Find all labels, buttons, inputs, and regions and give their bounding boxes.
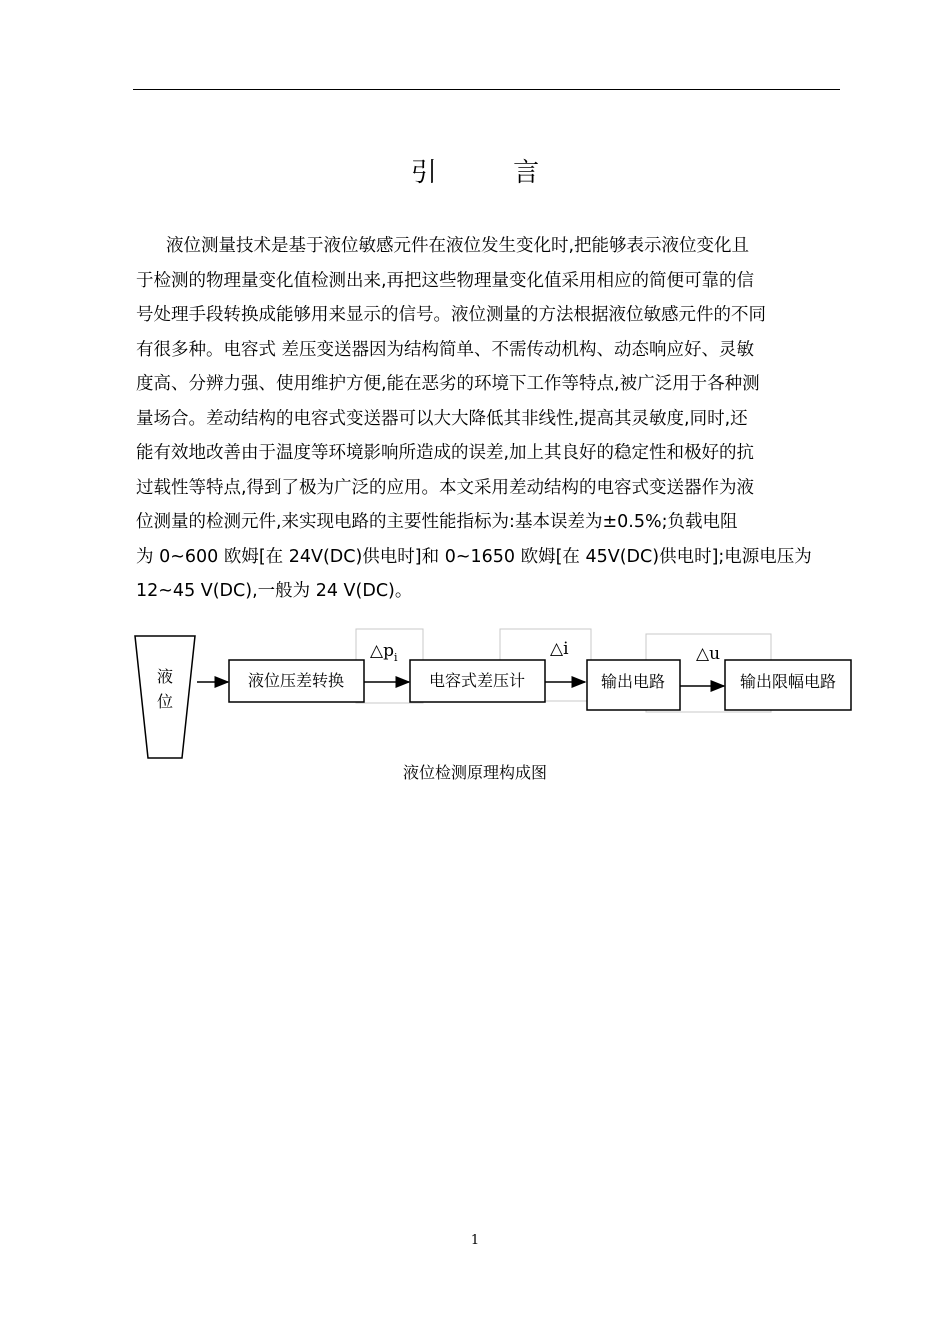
block-diagram-svg bbox=[0, 620, 950, 760]
block-output-limiter-label: 输出限幅电路 bbox=[739, 672, 837, 691]
delta-voltage-label: △u bbox=[696, 644, 721, 664]
header-rule bbox=[133, 89, 840, 90]
paragraph-line: 为 0~600 欧姆[在 24V(DC)供电时]和 0~1650 欧姆[在 45V(DC)供电时];电源电压为 bbox=[136, 546, 812, 567]
delta-pressure-subscript: i bbox=[393, 651, 398, 664]
paragraph-line: 号处理手段转换成能够用来显示的信号。液位测量的方法根据液位敏感元件的不同 bbox=[136, 305, 766, 325]
page-number: 1 bbox=[470, 1233, 480, 1248]
tank-label-2: 位 bbox=[156, 692, 174, 711]
delta-pressure-label bbox=[370, 641, 398, 664]
delta-pressure-symbol: △p bbox=[370, 641, 394, 661]
page-title: 引 言 bbox=[410, 158, 574, 188]
tank-label-1: 液 bbox=[156, 667, 174, 686]
paragraph-line: 位测量的检测元件,来实现电路的主要性能指标为:基本误差为±0.5%;负载电阻 bbox=[136, 512, 738, 532]
paragraph-line: 过载性等特点,得到了极为广泛的应用。本文采用差动结构的电容式变送器作为液 bbox=[136, 477, 755, 498]
block-pressure-conversion-label: 液位压差转换 bbox=[247, 671, 345, 690]
block-diagram bbox=[0, 620, 950, 780]
delta-current-label: △i bbox=[550, 639, 569, 659]
block-output-circuit-label: 输出电路 bbox=[600, 672, 666, 691]
body-paragraph bbox=[136, 229, 836, 609]
block-capacitive-dp-meter-label: 电容式差压计 bbox=[428, 671, 526, 690]
paragraph-line: 于检测的物理量变化值检测出来,再把这些物理量变化值采用相应的简便可靠的信 bbox=[136, 270, 755, 291]
paragraph-line: 有很多种。电容式 差压变送器因为结构简单、不需传动机构、动态响应好、灵敏 bbox=[136, 339, 755, 360]
paragraph-line: 能有效地改善由于温度等环境影响所造成的误差,加上其良好的稳定性和极好的抗 bbox=[136, 443, 755, 463]
paragraph-line: 液位测量技术是基于液位敏感元件在液位发生变化时,把能够表示液位变化且 bbox=[166, 236, 750, 256]
figure-caption: 液位检测原理构成图 bbox=[402, 763, 547, 782]
paragraph-line: 度高、分辨力强、使用维护方便,能在恶劣的环境下工作等特点,被广泛用于各种测 bbox=[136, 374, 760, 394]
paragraph-line: 量场合。差动结构的电容式变送器可以大大降低其非线性,提高其灵敏度,同时,还 bbox=[136, 408, 748, 429]
paragraph-line: 12~45 V(DC),一般为 24 V(DC)。 bbox=[136, 581, 413, 601]
